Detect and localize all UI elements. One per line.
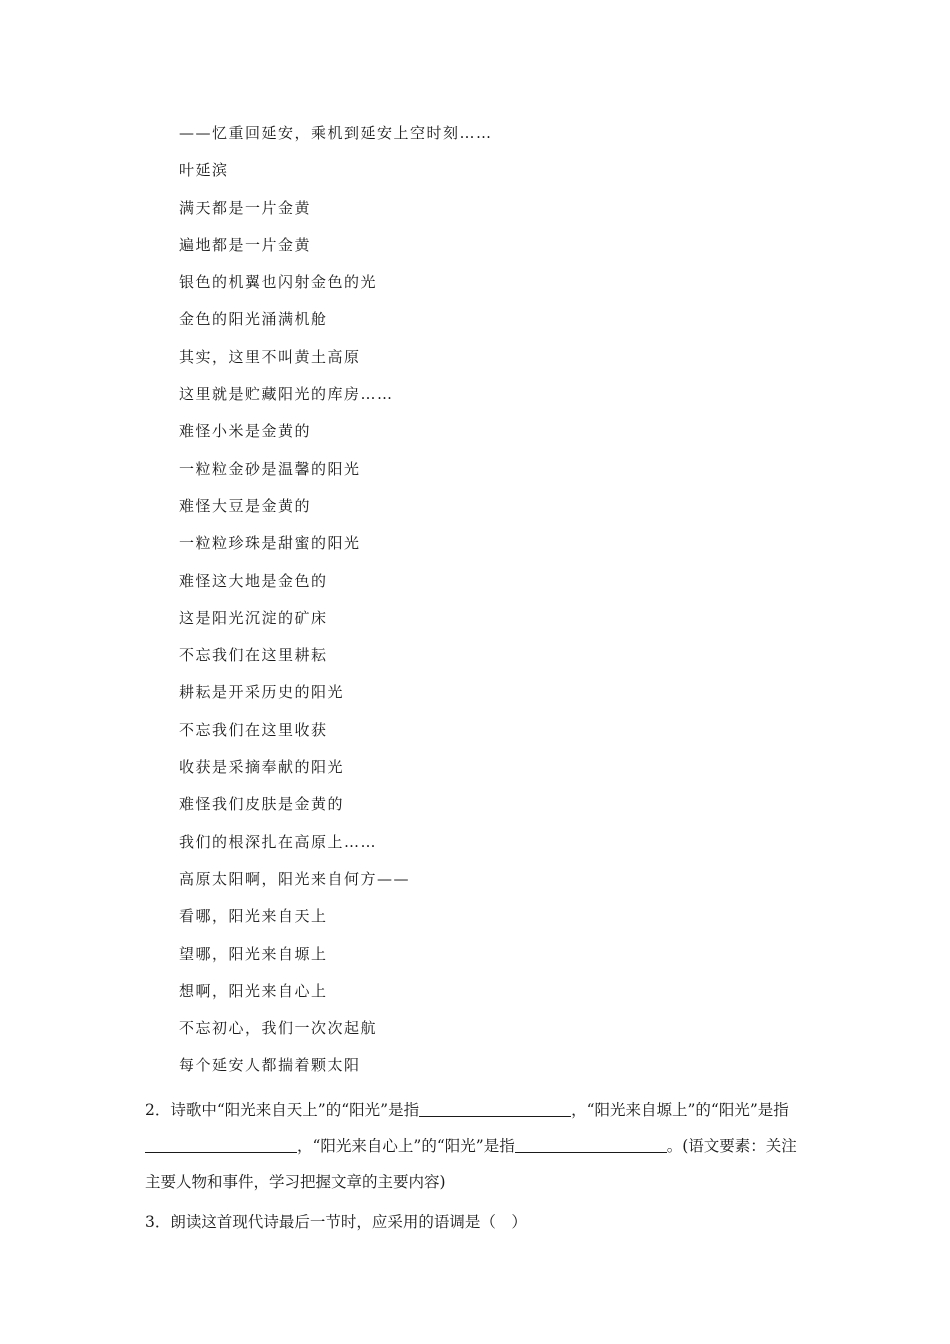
question-2-number: 2． [145, 1101, 171, 1119]
poem-line: 耕耘是开采历史的阳光 [179, 683, 345, 702]
answer-blank-1[interactable] [419, 1100, 571, 1117]
poem [179, 120, 493, 1090]
poem-line: 难怪小米是金黄的 [179, 422, 312, 441]
poem-line: 收获是采摘奉献的阳光 [179, 758, 345, 777]
poem-line: 金色的阳光涌满机舱 [179, 310, 328, 329]
poem-subtitle: ——忆重回延安，乘机到延安上空时刻…… [179, 124, 493, 142]
question-2-text-3: ，“阳光来自心上”的“阳光”是指 [297, 1137, 515, 1155]
poem-line: 满天都是一片金黄 [179, 198, 312, 217]
poem-line: 其实，这里不叫黄土高原 [179, 347, 361, 366]
poem-line: 难怪这大地是金色的 [179, 571, 328, 590]
question-2-text-1: 诗歌中“阳光来自天上”的“阳光”是指 [170, 1101, 420, 1119]
poem-line: 高原太阳啊，阳光来自何方—— [179, 869, 411, 888]
poem-line: 这是阳光沉淀的矿床 [179, 608, 328, 627]
poem-line: 这里就是贮藏阳光的库房…… [179, 385, 394, 404]
poem-line: 我们的根深扎在高原上…… [179, 832, 378, 851]
question-2-text-2: ，“阳光来自塬上”的“阳光”是指 [571, 1101, 789, 1119]
question-3 [145, 1204, 810, 1240]
poem-line: 看哪，阳光来自天上 [179, 907, 328, 926]
poem-line: 不忘我们在这里收获 [179, 720, 328, 739]
poem-line: 银色的机翼也闪射金色的光 [179, 273, 378, 292]
poem-line: 想啊，阳光来自心上 [179, 981, 328, 1000]
poem-lines [179, 195, 493, 1090]
poem-line: 一粒粒金砂是温馨的阳光 [179, 459, 361, 478]
poem-line: 望哪，阳光来自塬上 [179, 944, 328, 963]
poem-line: 难怪我们皮肤是金黄的 [179, 795, 345, 814]
question-3-number: 3． [145, 1213, 171, 1231]
poem-author: 叶延滨 [179, 161, 229, 180]
questions [145, 1092, 810, 1240]
question-2 [145, 1092, 810, 1200]
poem-line: 每个延安人都揣着颗太阳 [179, 1056, 361, 1075]
poem-line: 不忘我们在这里耕耘 [179, 646, 328, 665]
question-3-text: 朗读这首现代诗最后一节时，应采用的语调是（ ） [170, 1213, 527, 1231]
question-2-text-4: 。(语文要素：关注主要人物和事件，学习把握文章的主要内容) [145, 1137, 797, 1191]
poem-line: 不忘初心，我们一次次起航 [179, 1019, 378, 1038]
answer-blank-3[interactable] [515, 1136, 667, 1153]
poem-line: 遍地都是一片金黄 [179, 235, 312, 254]
poem-line: 难怪大豆是金黄的 [179, 496, 312, 515]
answer-blank-2[interactable] [145, 1136, 297, 1153]
poem-line: 一粒粒珍珠是甜蜜的阳光 [179, 534, 361, 553]
